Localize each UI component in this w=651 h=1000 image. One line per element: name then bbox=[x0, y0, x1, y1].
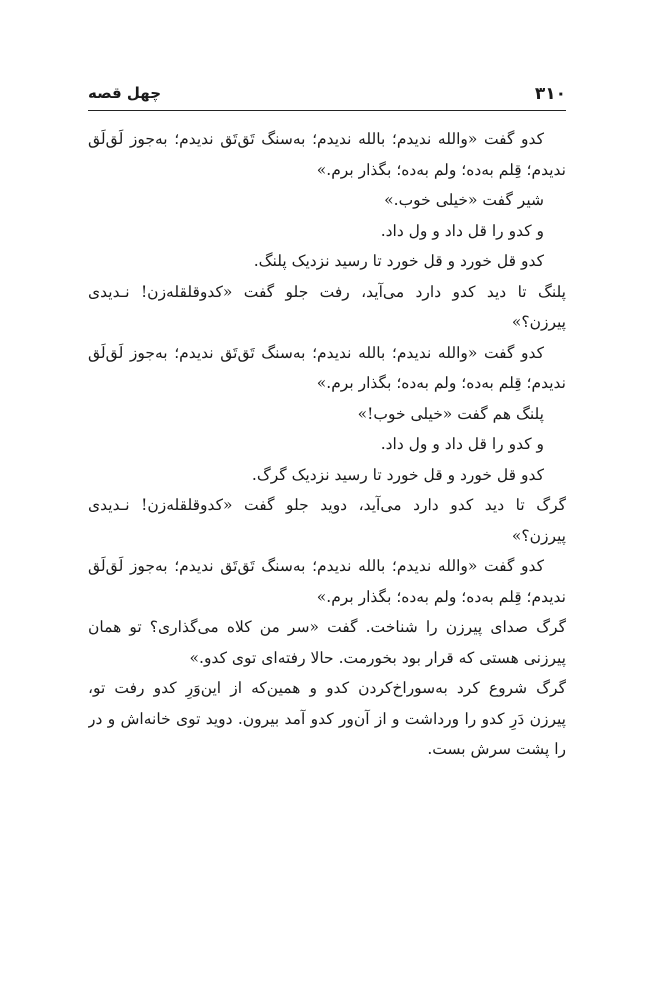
text-line: و کدو را قل داد و ول داد. bbox=[380, 435, 544, 453]
text-line: پیرزن؟» bbox=[511, 526, 566, 545]
text-line: کدو قل خورد و قل خورد تا رسید نزدیک گرگ. bbox=[251, 465, 544, 484]
text-line: گرگ صدای پیرزن را شناخت. گفت «سر من کلاه می‌گذاری؟ تو همان bbox=[88, 618, 566, 636]
text-line: و کدو را قل داد و ول داد. bbox=[380, 221, 544, 240]
text-line: پلنگ تا دید کدو دارد می‌آید، رفت جلو گفت «کدوقلقله‌زن! نـدیدی bbox=[88, 282, 566, 301]
header-divider bbox=[88, 110, 566, 111]
text-line: کدو قل خورد و قل خورد تا رسید نزدیک پلنگ. bbox=[253, 252, 544, 270]
text-line: کدو گفت «والله ندیدم؛ بالله ندیدم؛ به‌سنگ تَق‌تَق ندیدم؛ به‌جوز لَق‌لَق bbox=[88, 557, 544, 575]
page-header bbox=[88, 84, 566, 108]
text-line: گرگ تا دید کدو دارد می‌آید، دوید جلو گفت «کدوقلقله‌زن! نـدیدی bbox=[88, 496, 566, 514]
story-body bbox=[88, 124, 566, 765]
text-line: پلنگ هم گفت «خیلی خوب!» bbox=[357, 404, 544, 423]
text-line: پیرزنی هستی که قرار بود بخورمت. حالا رفته‌ای توی کدو.» bbox=[189, 648, 566, 667]
book-title: چهل قصه bbox=[88, 84, 162, 102]
text-line: کدو گفت «والله ندیدم؛ بالله ندیدم؛ به‌سنگ تَق‌تَق ندیدم؛ به‌جوز لَق‌لَق bbox=[88, 130, 544, 148]
text-line: را پشت سرش بست. bbox=[427, 740, 566, 758]
text-line: ندیدم؛ قِلم به‌ده؛ ولم به‌ده؛ بگذار برم.» bbox=[316, 587, 566, 606]
text-line: پیرزن دَرِ کدو را ورداشت و از آن‌ور کدو آمد بیرون. دوید توی خانه‌اش و در bbox=[88, 709, 566, 728]
text-line: ندیدم؛ قِلم به‌ده؛ ولم به‌ده؛ بگذار برم.» bbox=[316, 160, 566, 179]
text-line: شیر گفت «خیلی خوب.» bbox=[384, 191, 544, 209]
text-line: ندیدم؛ قِلم به‌ده؛ ولم به‌ده؛ بگذار برم.» bbox=[316, 374, 566, 392]
page-number: ۳۱۰ bbox=[534, 84, 566, 104]
text-line: کدو گفت «والله ندیدم؛ بالله ندیدم؛ به‌سنگ تَق‌تَق ندیدم؛ به‌جوز لَق‌لَق bbox=[88, 343, 544, 362]
text-line: پیرزن؟» bbox=[511, 313, 566, 331]
text-line: گرگ شروع کرد به‌سوراخ‌کردن کدو و همین‌که از این‌وَرِ کدو رفت تو، bbox=[88, 679, 566, 697]
